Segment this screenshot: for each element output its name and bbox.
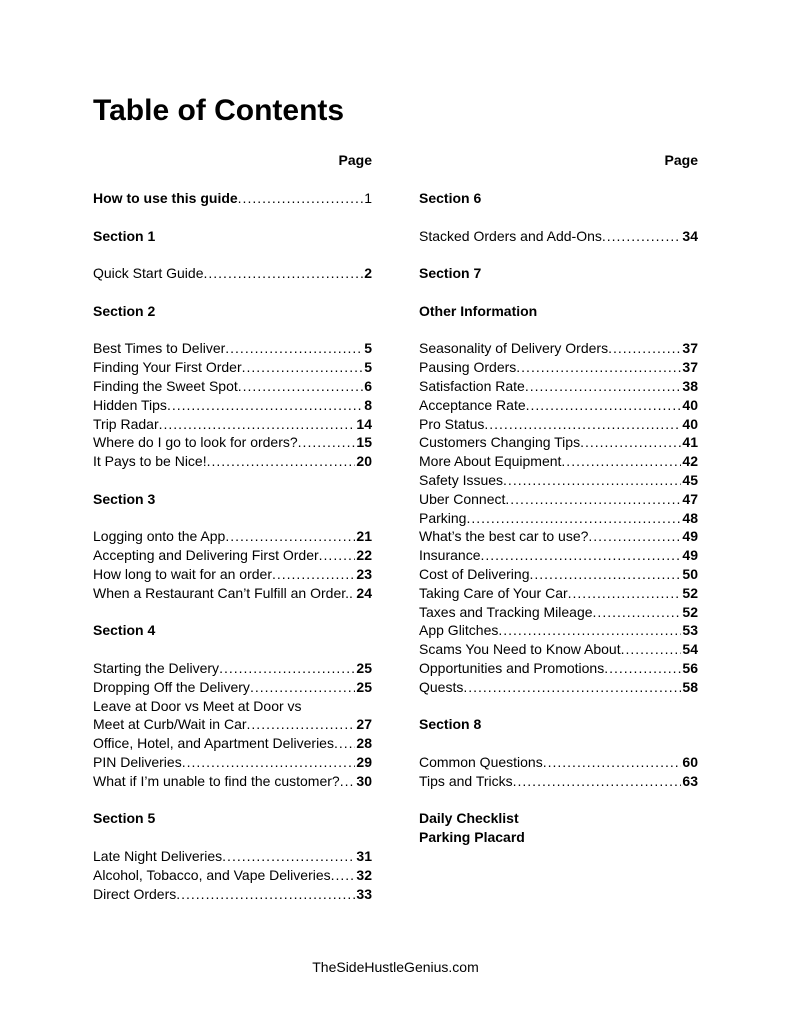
- section-heading: Section 7: [419, 265, 482, 282]
- toc-page-number: 52: [682, 584, 698, 601]
- dot-leader: [167, 396, 363, 415]
- dot-leader: [247, 715, 356, 734]
- toc-entry: [419, 433, 698, 452]
- toc-entry: [419, 678, 698, 697]
- toc-page-number: 31: [356, 848, 372, 864]
- toc-entry-label: Scams You Need to Know About: [419, 641, 621, 658]
- dot-leader: [484, 415, 681, 434]
- toc-page-number: 58: [682, 678, 698, 695]
- dot-leader: [498, 621, 681, 640]
- section-heading: Parking Placard: [419, 829, 525, 846]
- toc-entry: [93, 847, 372, 866]
- section-heading: Section 5: [93, 810, 156, 827]
- dot-leader: [182, 753, 356, 772]
- toc-page-number: 38: [682, 378, 698, 394]
- toc-page-number: 27: [356, 716, 372, 733]
- toc-page-number: 37: [682, 359, 698, 376]
- toc-entry: [93, 584, 372, 603]
- toc-entry-label: Logging onto the App: [93, 528, 226, 545]
- toc-entry-label: Alcohol, Tobacco, and Vape Deliveries: [93, 866, 331, 883]
- toc-entry: [419, 621, 698, 640]
- toc-entry: [419, 358, 698, 377]
- toc-entry-label: Taking Care of Your Car: [419, 584, 568, 601]
- toc-entry: [419, 396, 698, 415]
- dot-leader: [250, 678, 355, 697]
- dot-leader: [225, 339, 363, 358]
- section-heading: Section 3: [93, 490, 156, 507]
- dot-leader: [272, 565, 355, 584]
- toc-entry: [93, 885, 372, 904]
- dot-leader: [503, 471, 681, 490]
- dot-leader: [334, 734, 355, 753]
- toc-entry-label: Where do I go to look for orders?: [93, 434, 298, 451]
- toc-entry: [93, 678, 372, 697]
- toc-page-number: 8: [364, 396, 372, 413]
- toc-entry: [93, 415, 372, 434]
- toc-entry: [419, 753, 698, 772]
- toc-entry-label: How to use this guide: [93, 190, 238, 206]
- dot-leader: [238, 189, 364, 208]
- dot-leader: [242, 358, 364, 377]
- toc-entry: [93, 452, 372, 471]
- toc-entry-label: Customers Changing Tips: [419, 434, 581, 451]
- toc-page-number: 30: [356, 772, 372, 789]
- dot-leader: [588, 527, 681, 546]
- toc-page-number: 49: [682, 528, 698, 545]
- dot-leader: [543, 753, 682, 772]
- toc-entry: [419, 509, 698, 528]
- toc-entry: [93, 377, 372, 396]
- toc-entry: [419, 640, 698, 659]
- toc-page-number: 1: [364, 190, 372, 206]
- toc-page-number: 15: [356, 434, 372, 451]
- toc-entry-label: Best Times to Deliver: [93, 340, 226, 357]
- toc-entry: [419, 227, 698, 246]
- toc-page-number: 40: [682, 396, 698, 413]
- toc-entry-label: Uber Connect: [419, 490, 506, 507]
- section-heading: Daily Checklist: [419, 810, 519, 827]
- toc-entry: [419, 471, 698, 490]
- toc-entry-label: App Glitches: [419, 622, 499, 639]
- dot-leader: [602, 227, 682, 246]
- toc-page-number: 34: [682, 227, 698, 244]
- toc-entry-label: Quests: [419, 678, 464, 695]
- toc-entry-label: Tips and Tricks: [419, 772, 513, 789]
- dot-leader: [331, 866, 356, 885]
- toc-page-number: 5: [364, 359, 372, 376]
- toc-entry: [93, 189, 372, 208]
- toc-page-number: 56: [682, 660, 698, 676]
- toc-page-number: 21: [356, 528, 372, 545]
- toc-entry-label: How long to wait for an order: [93, 566, 272, 582]
- toc-page-number: 47: [682, 490, 698, 507]
- toc-entry: [93, 339, 372, 358]
- toc-page-number: 24: [356, 584, 372, 601]
- toc-entry: [93, 433, 372, 452]
- toc-entry-label: Safety Issues: [419, 472, 504, 488]
- toc-page-number: 52: [682, 603, 698, 620]
- dot-leader: [298, 433, 356, 452]
- toc-entry: [419, 339, 698, 358]
- toc-entry-label: Office, Hotel, and Apartment Deliveries: [93, 735, 334, 752]
- toc-page-number: 41: [682, 434, 698, 451]
- toc-page-number: 33: [356, 885, 372, 902]
- toc-entry: [93, 264, 372, 283]
- dot-leader: [608, 339, 681, 358]
- toc-entry: [419, 490, 698, 509]
- toc-page-number: 6: [364, 378, 372, 394]
- dot-leader: [219, 659, 355, 678]
- toc-entry: [93, 753, 372, 772]
- toc-page-number: 28: [356, 735, 372, 752]
- toc-page-number: 53: [682, 622, 698, 639]
- dot-leader: [525, 377, 682, 396]
- dot-leader: [568, 584, 682, 603]
- toc-entry: [93, 396, 372, 415]
- section-heading: Section 8: [419, 716, 482, 733]
- toc-entry-label: PIN Deliveries: [93, 754, 182, 770]
- toc-entry: [419, 565, 698, 584]
- toc-entry-label: When a Restaurant Can’t Fulfill an Order.: [93, 584, 350, 601]
- dot-leader: [593, 603, 682, 622]
- toc-entry-label: Common Questions: [419, 754, 543, 770]
- toc-entry: [419, 603, 698, 622]
- toc-page-number: 60: [682, 754, 698, 770]
- toc-entry: [93, 772, 372, 791]
- toc-entry-label: Seasonality of Delivery Orders: [419, 340, 609, 357]
- toc-entry: [93, 527, 372, 546]
- toc-entry: [419, 584, 698, 603]
- toc-page-number: 5: [364, 340, 372, 357]
- toc-entry: [93, 715, 372, 734]
- toc-entry-label: Stacked Orders and Add-Ons: [419, 227, 602, 244]
- dot-leader: [513, 772, 682, 791]
- toc-entry-label: Pro Status: [419, 415, 485, 432]
- toc-page-number: 45: [682, 472, 698, 488]
- dot-leader: [516, 358, 681, 377]
- toc-entry-label: Hidden Tips: [93, 396, 167, 413]
- toc-entry-label: Satisfaction Rate: [419, 378, 525, 394]
- toc-entry: [419, 546, 698, 565]
- toc-entry: [419, 415, 698, 434]
- section-heading: Section 1: [93, 227, 156, 244]
- dot-leader: [340, 772, 356, 791]
- section-heading: Section 4: [93, 622, 156, 639]
- toc-entry-label: Cost of Delivering: [419, 566, 530, 582]
- section-heading: Section 6: [419, 190, 482, 206]
- toc-page-number: 42: [682, 453, 698, 470]
- toc-entry: [419, 452, 698, 471]
- page-title: Table of Contents: [93, 94, 345, 127]
- dot-leader: [526, 396, 682, 415]
- dot-leader: [530, 565, 682, 584]
- toc-entry: [419, 377, 698, 396]
- dot-leader: [466, 509, 681, 528]
- toc-entry-label: Accepting and Delivering First Order: [93, 547, 319, 564]
- toc-page-number: 20: [356, 453, 372, 470]
- section-heading: Other Information: [419, 302, 538, 319]
- toc-page-number: 29: [356, 754, 372, 770]
- dot-leader: [621, 640, 682, 659]
- dot-leader: [463, 678, 681, 697]
- dot-leader: [480, 546, 681, 565]
- toc-entry-label: Dropping Off the Delivery: [93, 678, 250, 695]
- toc-page-number: 25: [356, 660, 372, 676]
- toc-entry-label: Parking: [419, 509, 467, 526]
- toc-entry-label: Quick Start Guide: [93, 265, 204, 282]
- toc-entry-label: Taxes and Tracking Mileage: [419, 603, 593, 620]
- toc-entry-label: Acceptance Rate: [419, 396, 526, 413]
- toc-entry-label: Finding the Sweet Spot: [93, 378, 238, 394]
- toc-page-number: 50: [682, 566, 698, 582]
- toc-entry: [93, 546, 372, 565]
- dot-leader: [238, 377, 363, 396]
- toc-entry: [93, 866, 372, 885]
- toc-entry-label: Direct Orders: [93, 885, 177, 902]
- toc-entry-label: It Pays to be Nice!: [93, 453, 207, 470]
- dot-leader: [176, 885, 355, 904]
- toc-page-number: 2: [364, 265, 372, 282]
- toc-entry: [419, 772, 698, 791]
- dot-leader: [159, 415, 356, 434]
- toc-page-number: 25: [356, 678, 372, 695]
- toc-entry: [419, 527, 698, 546]
- toc-entry-label: What’s the best car to use?: [419, 528, 589, 545]
- toc-page-number: 37: [682, 340, 698, 357]
- page-column-heading: Page: [664, 152, 698, 168]
- toc-page-number: 40: [682, 415, 698, 432]
- toc-page-number: 63: [682, 772, 698, 789]
- toc-entry-label: Insurance: [419, 547, 481, 564]
- dot-leader: [561, 452, 681, 471]
- toc-page-number: 49: [682, 547, 698, 564]
- toc-page-number: 54: [682, 641, 698, 658]
- toc-entry-label: Pausing Orders: [419, 359, 517, 376]
- toc-entry-continued: Leave at Door vs Meet at Door vs: [93, 697, 302, 714]
- dot-leader: [204, 264, 364, 283]
- footer-website: TheSideHustleGenius.com: [312, 959, 479, 975]
- toc-entry-label: Finding Your First Order: [93, 359, 242, 376]
- toc-page-number: 32: [356, 866, 372, 883]
- dot-leader: [207, 452, 356, 471]
- section-heading: Section 2: [93, 302, 156, 319]
- toc-entry: [93, 659, 372, 678]
- toc-page-number: 22: [356, 547, 372, 564]
- dot-leader: [505, 490, 681, 509]
- dot-leader: [225, 527, 355, 546]
- toc-entry-label: Starting the Delivery: [93, 660, 220, 676]
- toc-entry-label: What if I’m unable to find the customer?: [93, 772, 340, 789]
- page-column-heading: Page: [338, 152, 372, 168]
- dot-leader: [580, 433, 681, 452]
- toc-entry: [93, 358, 372, 377]
- dot-leader: [319, 546, 356, 565]
- toc-entry-label: Opportunities and Promotions: [419, 660, 605, 676]
- toc-page-number: 48: [682, 509, 698, 526]
- dot-leader: [222, 847, 355, 866]
- toc-entry: [419, 659, 698, 678]
- dot-leader: [604, 659, 681, 678]
- toc-entry-label: Trip Radar: [93, 415, 159, 432]
- toc-entry-label: Late Night Deliveries: [93, 848, 223, 864]
- toc-entry-label: More About Equipment: [419, 453, 562, 470]
- toc-entry-label: Meet at Curb/Wait in Car: [93, 716, 247, 733]
- toc-page-number: 14: [356, 415, 372, 432]
- toc-entry: [93, 734, 372, 753]
- toc-entry: [93, 565, 372, 584]
- toc-page-number: 23: [356, 566, 372, 582]
